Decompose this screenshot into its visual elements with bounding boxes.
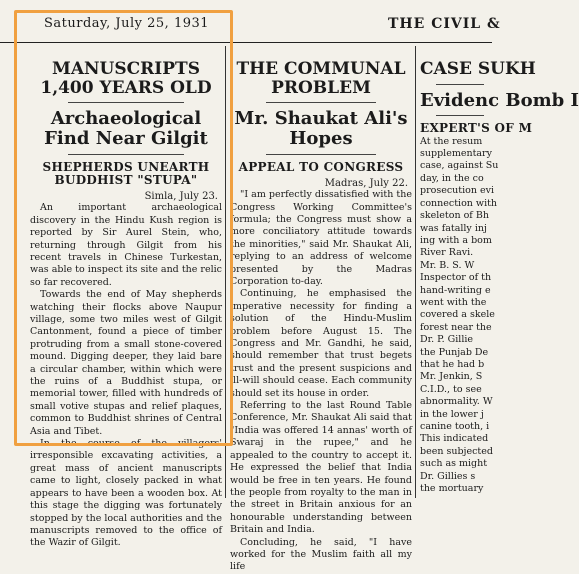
text-line: been subjected (420, 445, 493, 457)
column-rule (415, 46, 416, 498)
article-subheadline: Evidenc Bomb I (420, 89, 579, 111)
article-body (230, 189, 412, 574)
text-line: Dr. P. Gillie (420, 334, 474, 346)
text-line: case, against Su (420, 160, 499, 172)
text-line: abnormality. W (420, 396, 493, 408)
text-line: in the lower j (420, 408, 484, 420)
text-line: Dr. Gillies s (420, 470, 476, 482)
article-subheadline: Mr. Shaukat Ali's Hopes (234, 108, 408, 150)
paragraph: An important archaeological discovery in the Hindu Kush region is reported by Sir Aurel Stein, who, returning through Gilgit from his recent travels in Chinese Turkestan, was able to inspect its site and the relic so far recovered. (30, 202, 222, 288)
article-headline: MANUSCRIPTS 1,400 YEARS OLD (40, 59, 212, 98)
text-line: At the resum (420, 135, 483, 147)
text-line: River Ravi. (420, 247, 474, 259)
dateline: Simla, July 23. (144, 191, 218, 203)
dateline: Madras, July 22. (324, 178, 408, 190)
text-line: This indicated (420, 433, 489, 445)
text-line: forest near the (420, 321, 492, 333)
paragraph: Concluding, he said, "I have worked for the Muslim faith all my life (230, 536, 412, 573)
text-line: prosecution evi (420, 185, 495, 197)
text-line: that he had b (420, 358, 485, 370)
text-line: hand-writing e (420, 284, 491, 296)
paragraph: "I am perfectly dissatisfied with the Congress Working Committee's formula; the Congress must show a more conciliatory attitude towards the minorities," said Mr. Shaukat Ali, replying to an address of welcome presented by the Madras Corporation to-day. (230, 189, 412, 287)
article-body (420, 136, 500, 496)
text-line: canine tooth, i (420, 421, 490, 433)
text-line: covered a skele (420, 309, 495, 321)
text-line: such as might (420, 458, 488, 470)
selection-highlight (14, 10, 233, 446)
text-line: day, in the co (420, 172, 484, 184)
article-subhead: APPEAL TO CONGRESS (238, 159, 404, 174)
article-subhead: EXPERT'S OF M (420, 121, 533, 136)
article-communal-problem (230, 46, 412, 573)
text-line: C.I.D., to see (420, 383, 482, 395)
divider (436, 84, 484, 85)
text-line: the Punjab De (420, 346, 489, 358)
text-line: ing with a bom (420, 234, 492, 246)
text-line: supplementary (420, 148, 492, 160)
text-line: skeleton of Bh (420, 210, 489, 222)
text-line: was fatally inj (420, 222, 487, 234)
text-line: Mr. B. S. W (420, 259, 475, 271)
newspaper-title: THE CIVIL & (388, 16, 501, 32)
article-headline: THE COMMUNAL PROBLEM (236, 59, 406, 98)
text-line: went with the (420, 296, 487, 308)
text-line: connection with (420, 197, 498, 209)
article-subheadline: Archaeological Find Near Gilgit (44, 108, 208, 150)
divider (266, 102, 375, 103)
text-line: the mortuary (420, 483, 484, 495)
article-case (420, 46, 579, 498)
article-headline: CASE SUKH (420, 59, 536, 79)
paragraph: In the course of the villagers' irresponsible excavating activities, a great mass of ancient manuscripts came to light, closely packed in what appears to have been a wooden box. At this stage the digging was fortunately stopped by the local authorities and the manuscripts removed to the office of the Wazir of Gilgit. (30, 438, 222, 549)
issue-date: Saturday, July 25, 1931 (44, 16, 210, 31)
text-line: Mr. Jenkin, S (420, 371, 483, 383)
paragraph: Continuing, he emphasised the imperative necessity for finding a solution of the Hindu-Muslim problem before August 15. The Congress and Mr. Gandhi, he said, should remember that trust begets trust and the present suspicions and ill-will should cease. Each community should set its house in order. (230, 288, 412, 399)
paragraph: Referring to the last Round Table Conference, Mr. Shaukat Ali said that "India was offered 14 annas' worth of Swaraj in the rupee," and he appealed to the country to accept it. He expressed the belief that India would be free in ten years. He found the people from royalty to the man in the street in Britain anxious for an honourable understanding between Britain and India. (230, 400, 412, 536)
article-subhead: SHEPHERDS UNEARTH BUDDHIST "STUPA" (42, 159, 210, 188)
divider (436, 115, 484, 116)
divider (266, 154, 375, 155)
text-line: Inspector of th (420, 272, 492, 284)
paragraph: Towards the end of May shepherds watching their flocks above Naupur village, some two miles west of Gilgit Cantonment, found a piece of timber protruding from a small stone-covered mound. Digging deeper, they laid bare a circular chamber, within which were the ruins of a Buddhist stupa, or memorial tower, filled with hundreds of small votive stupas and relief plaques, common to Buddhist shrines of Central Asia and Tibet. (30, 289, 222, 437)
